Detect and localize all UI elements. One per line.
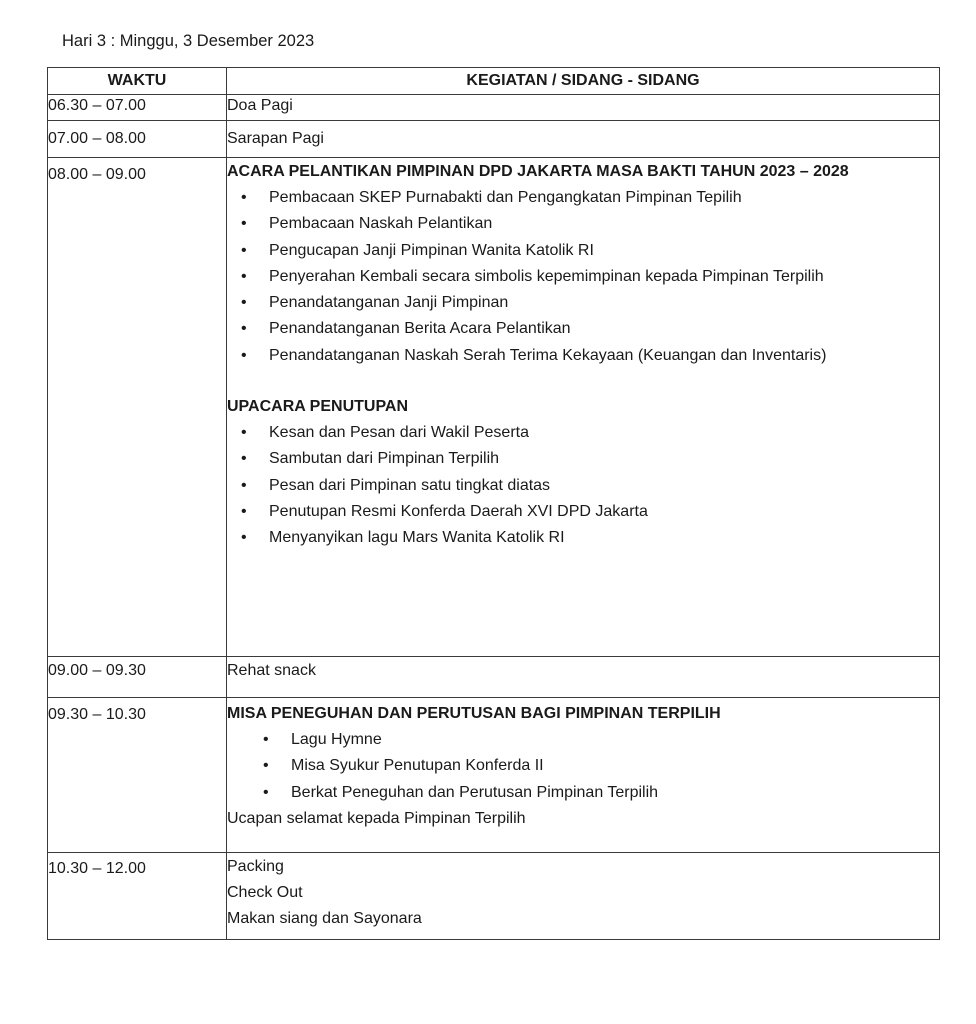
list-item (227, 420, 939, 446)
time-cell: 09.30 – 10.30 (48, 698, 227, 853)
list-item-text: Pengucapan Janji Pimpinan Wanita Katolik RI (269, 241, 594, 259)
bullet-icon: • (263, 731, 269, 748)
table-row (48, 698, 940, 853)
header-activity: KEGIATAN / SIDANG - SIDANG (227, 68, 940, 95)
activity-cell (227, 158, 940, 657)
list-item (227, 446, 939, 472)
closing-title: UPACARA PENUTUPAN (227, 398, 409, 416)
bullet-list (227, 185, 939, 369)
table-row (48, 657, 940, 698)
bullet-icon: • (241, 424, 247, 442)
list-item (227, 343, 939, 369)
time-cell: 08.00 – 09.00 (48, 158, 227, 657)
list-item-text: Misa Syukur Penutupan Konferda II (291, 757, 544, 775)
bullet-icon: • (241, 320, 247, 338)
list-item-text: Pembacaan Naskah Pelantikan (269, 215, 493, 233)
table-row (48, 853, 940, 940)
header-row (48, 68, 940, 95)
activity-cell: Doa Pagi (227, 95, 940, 121)
list-item-text: Penandatanganan Janji Pimpinan (269, 294, 509, 312)
list-item-text: Sambutan dari Pimpinan Terpilih (269, 450, 500, 468)
list-item-text: Kesan dan Pesan dari Wakil Peserta (269, 424, 529, 442)
list-item-text: Penutupan Resmi Konferda Daerah XVI DPD Jakarta (269, 502, 648, 520)
activity-cell: Rehat snack (227, 657, 940, 698)
table-row (48, 121, 940, 158)
list-item-text: Penyerahan Kembali secara simbolis kepemimpinan kepada Pimpinan Terpilih (269, 267, 824, 285)
list-item-text: Penandatanganan Berita Acara Pelantikan (269, 320, 571, 338)
day-title: Hari 3 : Minggu, 3 Desember 2023 (62, 32, 315, 50)
activity-cell (227, 698, 940, 853)
list-item (227, 238, 939, 264)
list-item-text: Menyanyikan lagu Mars Wanita Katolik RI (269, 529, 565, 547)
list-item-text: Berkat Peneguhan dan Perutusan Pimpinan Terpilih (291, 783, 659, 801)
list-item (227, 211, 939, 237)
bullet-icon: • (241, 241, 247, 259)
bullet-icon: • (241, 294, 247, 312)
list-item (227, 316, 939, 342)
time-cell: 07.00 – 08.00 (48, 121, 227, 158)
bullet-list (227, 727, 939, 806)
bullet-icon: • (241, 476, 247, 494)
list-item (227, 264, 939, 290)
list-item (227, 753, 939, 779)
bullet-icon: • (241, 189, 247, 206)
activity-cell: Sarapan Pagi (227, 121, 940, 158)
section-title: ACARA PELANTIKAN PIMPINAN DPD JAKARTA MASA BAKTI TAHUN 2023 – 2028 (227, 163, 849, 180)
bullet-icon: • (241, 346, 247, 364)
activity-line: Packing (227, 858, 284, 875)
section-title: MISA PENEGUHAN DAN PERUTUSAN BAGI PIMPINAN TERPILIH (227, 705, 721, 722)
time-cell: 10.30 – 12.00 (48, 853, 227, 940)
bullet-icon: • (263, 783, 269, 801)
list-item (227, 727, 939, 753)
table-row (48, 158, 940, 657)
activity-line: Check Out (227, 884, 303, 901)
bullet-list (227, 420, 939, 551)
list-item (227, 780, 939, 806)
activity-cell (227, 853, 940, 940)
bullet-icon: • (241, 215, 247, 233)
list-item (227, 473, 939, 499)
table-row (48, 95, 940, 121)
list-item-text: Pesan dari Pimpinan satu tingkat diatas (269, 476, 551, 494)
list-item (227, 290, 939, 316)
list-item-text: Lagu Hymne (291, 731, 382, 748)
header-time: WAKTU (48, 68, 227, 95)
list-item-text: Pembacaan SKEP Purnabakti dan Pengangkatan Pimpinan Tepilih (269, 189, 742, 206)
time-cell: 06.30 – 07.00 (48, 95, 227, 121)
agenda-table (47, 67, 940, 940)
bullet-icon: • (241, 529, 247, 547)
list-item (227, 185, 939, 211)
bullet-icon: • (241, 267, 247, 285)
list-item (227, 525, 939, 551)
list-item (227, 499, 939, 525)
list-item-text: Penandatanganan Naskah Serah Terima Kekayaan (Keuangan dan Inventaris) (269, 346, 827, 364)
time-cell: 09.00 – 09.30 (48, 657, 227, 698)
section-spacer (227, 369, 939, 395)
bullet-icon: • (241, 502, 247, 520)
bullet-icon: • (263, 757, 269, 775)
bullet-icon: • (241, 450, 247, 468)
closing-note: Ucapan selamat kepada Pimpinan Terpilih (227, 809, 526, 827)
activity-line: Makan siang dan Sayonara (227, 910, 422, 927)
